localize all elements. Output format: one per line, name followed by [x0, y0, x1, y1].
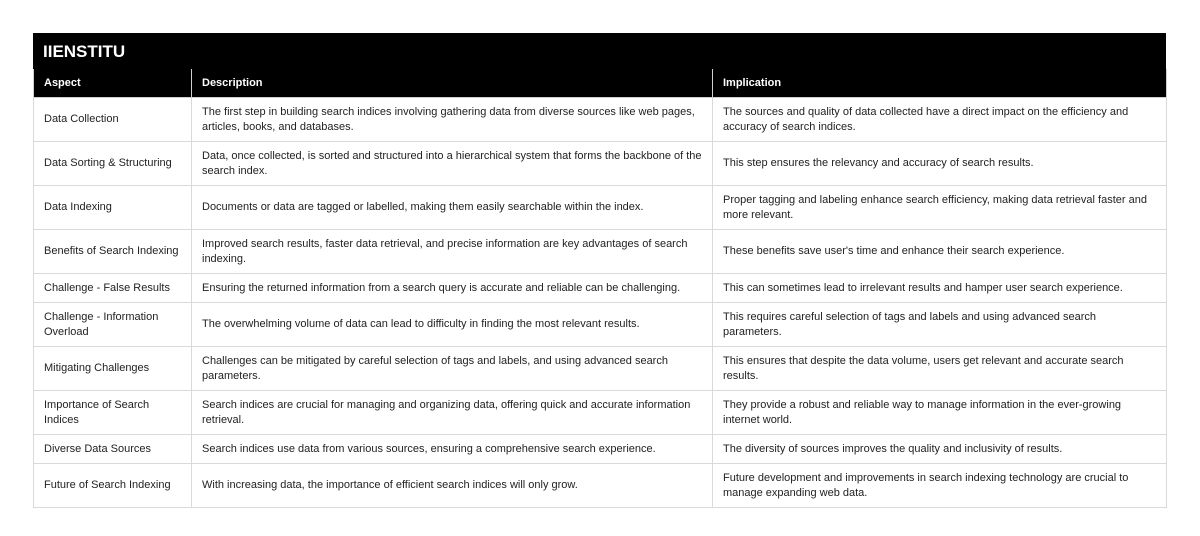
cell-implication: This can sometimes lead to irrelevant results and hamper user search experience. [713, 274, 1167, 303]
cell-description: Ensuring the returned information from a search query is accurate and reliable can be challenging. [192, 274, 713, 303]
cell-description: The first step in building search indices involving gathering data from diverse sources like web pages, articles, books, and databases. [192, 98, 713, 142]
cell-implication: Proper tagging and labeling enhance search efficiency, making data retrieval faster and more relevant. [713, 186, 1167, 230]
cell-aspect: Data Sorting & Structuring [34, 142, 192, 186]
header-description: Description [192, 69, 713, 98]
cell-aspect: Challenge - False Results [34, 274, 192, 303]
cell-implication: The sources and quality of data collected have a direct impact on the efficiency and accuracy of search indices. [713, 98, 1167, 142]
header-implication: Implication [713, 69, 1167, 98]
cell-aspect: Benefits of Search Indexing [34, 230, 192, 274]
table-row [34, 230, 1167, 274]
table-row [34, 142, 1167, 186]
header-aspect: Aspect [34, 69, 192, 98]
cell-description: Documents or data are tagged or labelled, making them easily searchable within the index. [192, 186, 713, 230]
cell-aspect: Data Indexing [34, 186, 192, 230]
cell-implication: They provide a robust and reliable way to manage information in the ever-growing internet world. [713, 391, 1167, 435]
cell-aspect: Diverse Data Sources [34, 435, 192, 464]
cell-implication: These benefits save user's time and enhance their search experience. [713, 230, 1167, 274]
cell-implication: This step ensures the relevancy and accuracy of search results. [713, 142, 1167, 186]
table-row [34, 186, 1167, 230]
cell-implication: Future development and improvements in search indexing technology are crucial to manage expanding web data. [713, 464, 1167, 508]
cell-implication: This requires careful selection of tags and labels and using advanced search parameters. [713, 303, 1167, 347]
cell-description: Data, once collected, is sorted and structured into a hierarchical system that forms the backbone of the search index. [192, 142, 713, 186]
cell-implication: The diversity of sources improves the quality and inclusivity of results. [713, 435, 1167, 464]
table-container [33, 33, 1166, 508]
cell-description: Challenges can be mitigated by careful selection of tags and labels, and using advanced search parameters. [192, 347, 713, 391]
table-row [34, 98, 1167, 142]
cell-aspect: Challenge - Information Overload [34, 303, 192, 347]
cell-implication: This ensures that despite the data volume, users get relevant and accurate search results. [713, 347, 1167, 391]
data-table [33, 69, 1167, 508]
table-row [34, 464, 1167, 508]
cell-aspect: Mitigating Challenges [34, 347, 192, 391]
table-row [34, 347, 1167, 391]
cell-description: The overwhelming volume of data can lead to difficulty in finding the most relevant results. [192, 303, 713, 347]
table-row [34, 274, 1167, 303]
cell-description: Search indices are crucial for managing and organizing data, offering quick and accurate information retrieval. [192, 391, 713, 435]
cell-aspect: Future of Search Indexing [34, 464, 192, 508]
cell-aspect: Data Collection [34, 98, 192, 142]
cell-description: Improved search results, faster data retrieval, and precise information are key advantages of search indexing. [192, 230, 713, 274]
cell-description: Search indices use data from various sources, ensuring a comprehensive search experience. [192, 435, 713, 464]
table-row [34, 435, 1167, 464]
cell-aspect: Importance of Search Indices [34, 391, 192, 435]
table-row [34, 303, 1167, 347]
brand-title: IIENSTITU [33, 33, 1166, 69]
header-row [34, 69, 1167, 98]
cell-description: With increasing data, the importance of efficient search indices will only grow. [192, 464, 713, 508]
table-row [34, 391, 1167, 435]
